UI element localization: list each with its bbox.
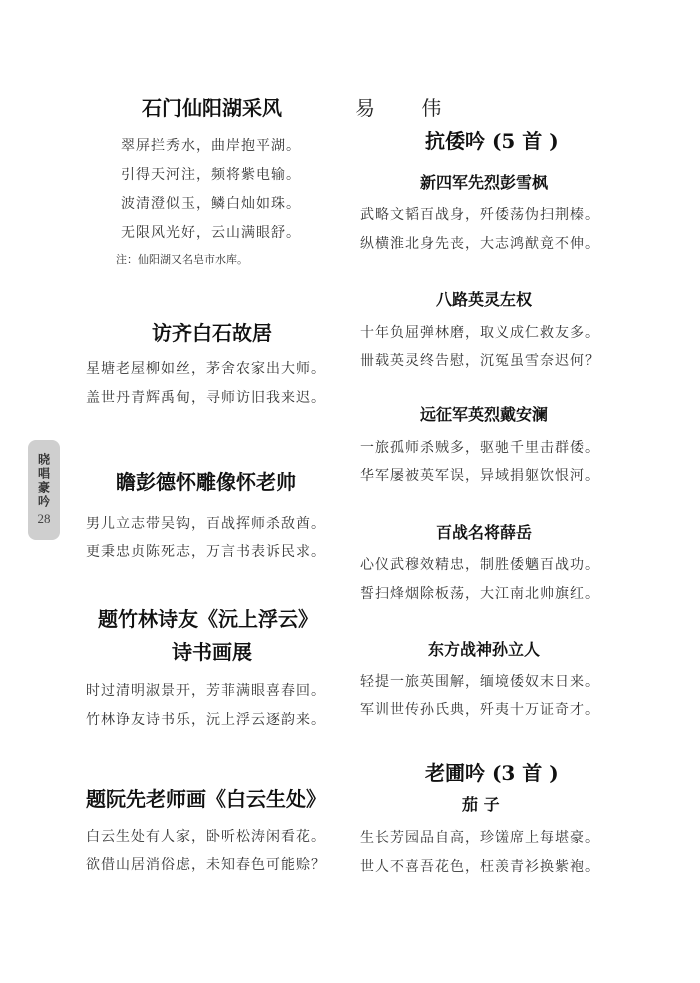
poem-title: 东方战神孙立人 [428,640,541,659]
poem-line: 盖世丹青辉禹甸，寻师访旧我来迟。 [86,390,326,406]
poem-title: 题竹林诗友《沅上浮云》 [98,607,318,631]
poem-note: 注：仙阳湖又名皂市水库。 [116,253,248,266]
poem-line: 纵横淮北身先丧，大志鸿猷竟不伸。 [360,236,600,252]
poem-line: 波清澄似玉，鳞白灿如珠。 [121,196,301,212]
poem-line: 十年负屈弹林磨，取义成仁救友多。 [360,325,600,341]
poem-line: 卌载英灵终告慰，沉冤虽雪奈迟何？ [360,353,600,369]
poem-line: 欲借山居消俗虑，未知春色可能赊？ [86,857,326,873]
poem-title: 访齐白石故居 [152,321,272,345]
poem-line: 华军屡被英军误，异域捐躯饮恨河。 [360,468,600,484]
poem-line: 竹林诤友诗书乐，沅上浮云逐韵来。 [86,712,326,728]
poem-title: 石门仙阳湖采风 [142,96,282,120]
poem-line: 生长芳园品自高，珍馐席上每堪豪。 [360,830,600,846]
poem-title: 新四军先烈彭雪枫 [420,173,549,192]
poem-line: 时过清明淑景开，芳菲满眼喜春回。 [86,683,326,699]
page-number: 28 [37,511,51,526]
poem-title: 远征军英烈戴安澜 [420,405,549,424]
poem-line: 武略文韬百战身，歼倭荡伪扫荆榛。 [360,207,600,223]
book-title-label: 晓唱豪吟 [36,453,51,509]
poem-line: 男儿立志带吴钩，百战挥师杀敌酋。 [86,516,326,532]
poem-title: 题阮先老师画《白云生处》 [86,787,326,811]
poem-line: 引得天河注，频将紫电输。 [121,167,301,183]
poem-title: 八路英灵左权 [436,290,533,309]
poem-title-continued: 诗书画展 [172,640,252,664]
author-name: 易 伟 [355,96,462,120]
poem-line: 一旅孤师杀贼多，驱驰千里击群倭。 [360,440,600,456]
poem-line: 更秉忠贞陈死志，万言书表诉民求。 [86,544,326,560]
poem-title: 百战名将薛岳 [436,523,533,542]
group-title: 老圃吟 (3 首 ) [425,761,559,785]
poem-line: 誓扫烽烟除板荡，大江南北帅旗红。 [360,586,600,602]
poem-line: 世人不喜吾花色，枉羡青衫换紫袍。 [360,859,600,875]
poem-line: 无限风光好，云山满眼舒。 [121,225,301,241]
poem-line: 轻提一旅英围解，缅境倭奴末日来。 [360,674,600,690]
side-tab [28,440,60,540]
group-title: 抗倭吟 (5 首 ) [425,129,559,153]
poem-title: 茄 子 [462,795,500,814]
poem-title: 瞻彭德怀雕像怀老帅 [116,470,296,494]
poem-line: 星塘老屋柳如丝，茅舍农家出大师。 [86,361,326,377]
poem-line: 翠屏拦秀水，曲岸抱平湖。 [121,138,301,154]
poem-line: 军训世传孙氏典，歼夷十万证奇才。 [360,702,600,718]
poem-line: 白云生处有人家，卧听松涛闲看花。 [86,829,326,845]
poem-line: 心仪武穆效精忠，制胜倭魑百战功。 [360,557,600,573]
